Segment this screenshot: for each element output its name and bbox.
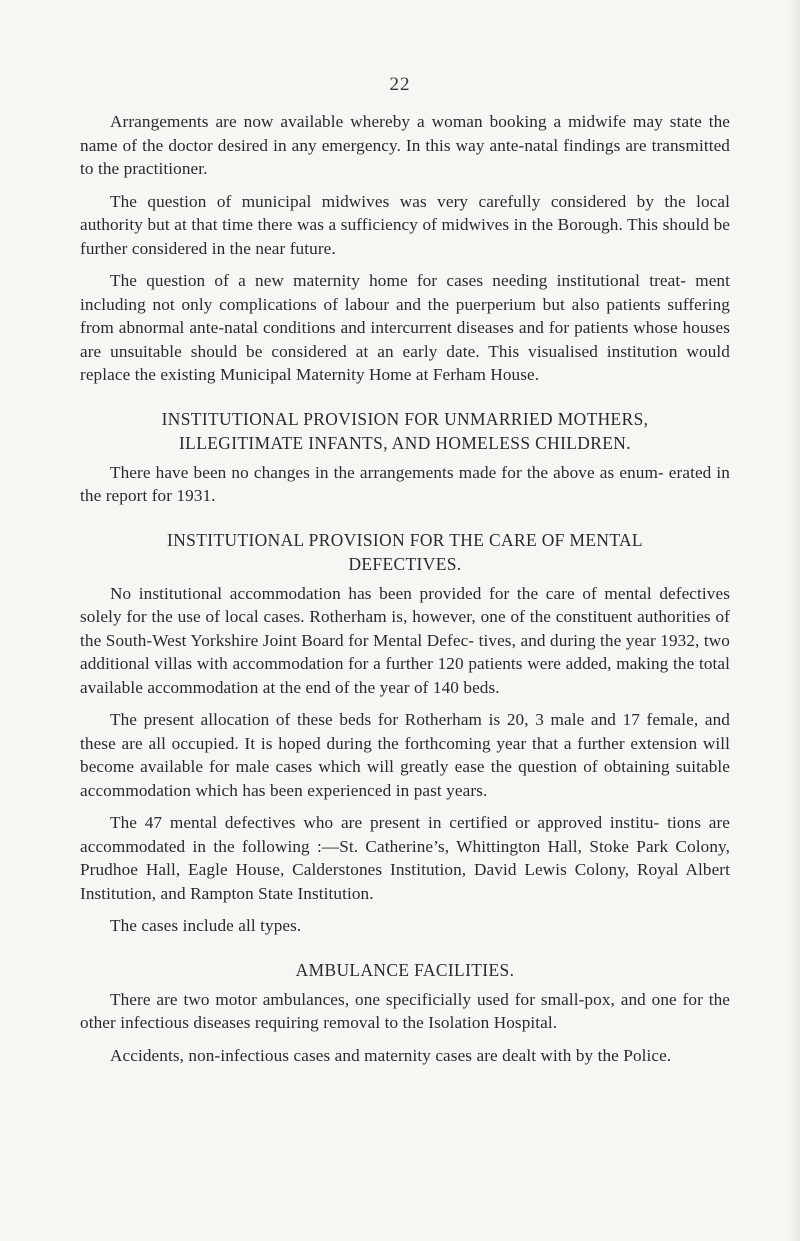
paragraph-police-cases: Accidents, non-infectious cases and maternity cases are dealt with by the Police.: [110, 1045, 672, 1065]
heading-mental-defectives-line1: INSTITUTIONAL PROVISION FOR THE CARE OF MENTAL: [167, 529, 643, 550]
heading-ambulance-facilities: [80, 958, 730, 982]
paragraph-municipal-midwives: The question of municipal midwives was very carefully considered by the local authority but at that time there was a sufficiency of midwives in the Borough. This should be further considered in the near future.: [80, 191, 730, 258]
page-number: 22: [389, 74, 411, 95]
paragraph-no-changes: There have been no changes in the arrangements made for the above as enum- erated in the report for 1931.: [80, 462, 730, 505]
paragraph-bed-allocation: The present allocation of these beds for Rotherham is 20, 3 male and 17 female, and these are all occupied. It is hoped during the forthcoming year that a further extension will become available for male cases which will greatly ease the question of obtaining suitable accommodation which has been experienced in past years.: [80, 710, 730, 800]
paragraph-case-types: The cases include all types.: [110, 916, 302, 935]
page-body: [80, 110, 730, 1076]
heading-unmarried-mothers-line1: INSTITUTIONAL PROVISION FOR UNMARRIED MOTHERS,: [161, 408, 649, 429]
paragraph-maternity-home: The question of a new maternity home for cases needing institutional treat- ment including not only complications of labour and the puerperium but also patients suffering from abnormal ante-natal conditions and intercurrent diseases and for patients whose houses are unsuitable should be considered at an early date. This visualised institution would replace the existing Municipal Maternity Home at Ferham House.: [80, 271, 730, 384]
heading-ambulance-facilities-line1: AMBULANCE FACILITIES.: [295, 959, 515, 980]
page-edge-shadow: [786, 0, 800, 1241]
heading-unmarried-mothers: [80, 407, 730, 455]
heading-mental-defectives: [80, 528, 730, 576]
paragraph-motor-ambulances: There are two motor ambulances, one specificially used for small-pox, and one for the other infectious diseases requiring removal to the Isolation Hospital.: [80, 989, 730, 1032]
paragraph-institutional-accommodation: No institutional accommodation has been provided for the care of mental defectives solely for the use of local cases. Rotherham is, however, one of the constituent authorities of the South-West Yorkshire Joint Board for Mental Defec- tives, and during the year 1932, two additional villas with accommodation for a further 120 patients were added, making the total available accommodation at the end of the year of 140 beds.: [80, 583, 730, 697]
paragraph-midwife-booking: Arrangements are now available whereby a woman booking a midwife may state the name of the doctor desired in any emergency. In this way ante-natal findings are transmitted to the practitioner.: [80, 112, 730, 178]
paragraph-institutions-list: The 47 mental defectives who are present in certified or approved institu- tions are accommodated in the following :—St. Catherine’s, Whittington Hall, Stoke Park Colony, Prudhoe Hall, Eagle House, Calderstones Institution, David Lewis Colony, Royal Albert Institution, and Rampton State Institution.: [80, 813, 730, 903]
heading-unmarried-mothers-line2: ILLEGITIMATE INFANTS, AND HOMELESS CHILDREN.: [178, 432, 631, 453]
heading-mental-defectives-line2: DEFECTIVES.: [348, 553, 462, 574]
